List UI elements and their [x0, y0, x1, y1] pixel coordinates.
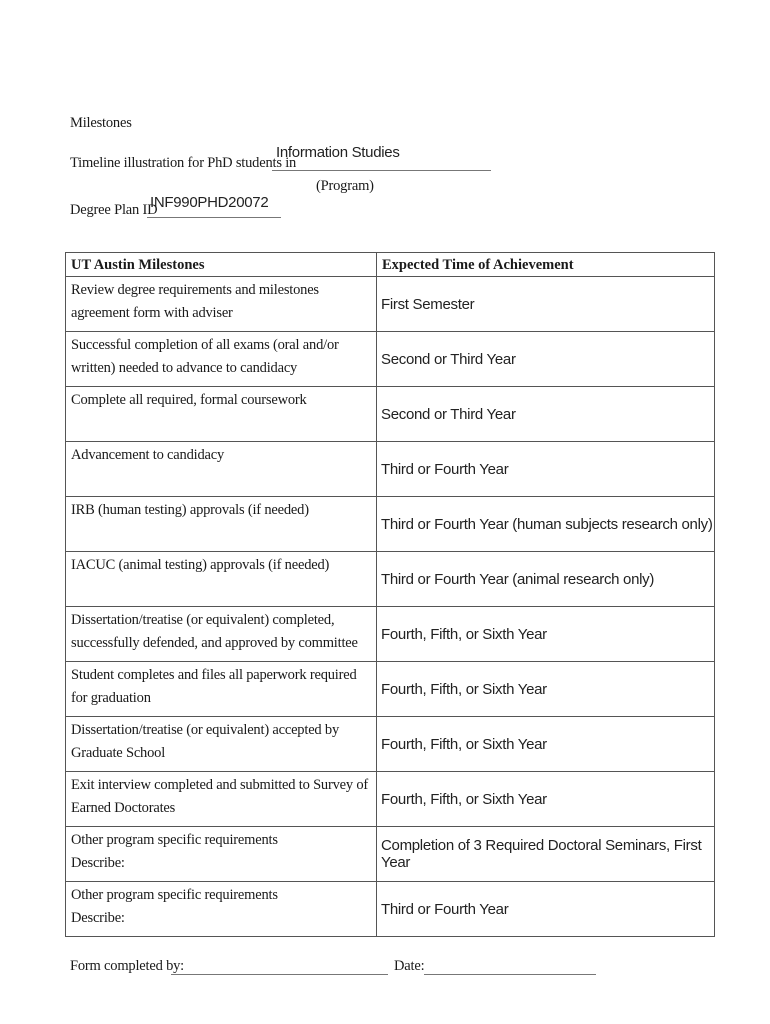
date-label: Date:	[394, 958, 425, 974]
table-row	[66, 662, 715, 717]
expected-time-field[interactable]: Third or Fourth Year	[381, 460, 509, 478]
table-row	[66, 772, 715, 827]
degree-plan-field[interactable]: INF990PHD20072	[150, 194, 269, 211]
program-field[interactable]: Information Studies	[276, 144, 400, 161]
milestone-cell: Review degree requirements and milestones agreement form with adviser	[71, 282, 319, 321]
expected-time-field[interactable]: Fourth, Fifth, or Sixth Year	[381, 790, 547, 808]
table-row	[66, 442, 715, 497]
milestone-cell: Student completes and files all paperwork required for graduation	[71, 667, 357, 706]
expected-time-field[interactable]: Completion of 3 Required Doctoral Seminars, First Year	[381, 837, 702, 871]
date-field[interactable]	[424, 974, 596, 975]
milestone-cell: Complete all required, formal coursework	[71, 392, 307, 408]
milestone-cell: Dissertation/treatise (or equivalent) accepted by Graduate School	[71, 722, 340, 761]
degree-plan-underline	[147, 217, 281, 218]
document-title: Milestones	[70, 115, 132, 131]
milestones-table	[65, 252, 715, 937]
milestone-cell: Dissertation/treatise (or equivalent) completed, successfully defended, and approved by committee	[71, 612, 358, 651]
column-header-expected-time: Expected Time of Achievement	[377, 253, 715, 277]
degree-plan-label: Degree Plan ID	[70, 202, 158, 218]
expected-time-field[interactable]: Third or Fourth Year (animal research only)	[381, 570, 655, 588]
table-row	[66, 332, 715, 387]
completed-by-label: Form completed by:	[70, 958, 184, 974]
table-row	[66, 387, 715, 442]
milestone-cell: Exit interview completed and submitted to Survey of Earned Doctorates	[71, 777, 369, 816]
expected-time-field[interactable]: Third or Fourth Year (human subjects research only)	[381, 515, 713, 533]
expected-time-field[interactable]: Second or Third Year	[381, 405, 516, 423]
expected-time-field[interactable]: Fourth, Fifth, or Sixth Year	[381, 735, 547, 753]
milestone-label: Other program specific requirements	[71, 832, 278, 848]
milestone-cell: Successful completion of all exams (oral and/or written) needed to advance to candidacy	[71, 337, 339, 376]
milestone-cell	[66, 827, 376, 875]
program-caption: (Program)	[316, 178, 374, 194]
milestone-cell: IACUC (animal testing) approvals (if needed)	[71, 557, 330, 573]
describe-label: Describe:	[71, 910, 125, 926]
expected-time-field[interactable]: Fourth, Fifth, or Sixth Year	[381, 625, 547, 643]
program-underline	[272, 170, 491, 171]
table-row	[66, 827, 715, 882]
table-row	[66, 607, 715, 662]
milestone-cell: IRB (human testing) approvals (if needed)	[71, 502, 309, 518]
milestone-cell: Advancement to candidacy	[71, 447, 225, 463]
describe-label: Describe:	[71, 855, 125, 871]
column-header-milestones: UT Austin Milestones	[66, 253, 377, 277]
table-row	[66, 277, 715, 332]
timeline-label: Timeline illustration for PhD students in	[70, 155, 297, 171]
milestone-cell	[66, 882, 376, 930]
table-row	[66, 717, 715, 772]
milestone-label: Other program specific requirements	[71, 887, 278, 903]
expected-time-field[interactable]: Second or Third Year	[381, 350, 516, 368]
table-row	[66, 552, 715, 607]
table-row	[66, 882, 715, 937]
expected-time-field[interactable]: Third or Fourth Year	[381, 900, 509, 918]
table-row	[66, 497, 715, 552]
table-header-row	[66, 253, 715, 277]
expected-time-field[interactable]: First Semester	[381, 295, 475, 313]
completed-by-field[interactable]	[171, 974, 388, 975]
expected-time-field[interactable]: Fourth, Fifth, or Sixth Year	[381, 680, 547, 698]
